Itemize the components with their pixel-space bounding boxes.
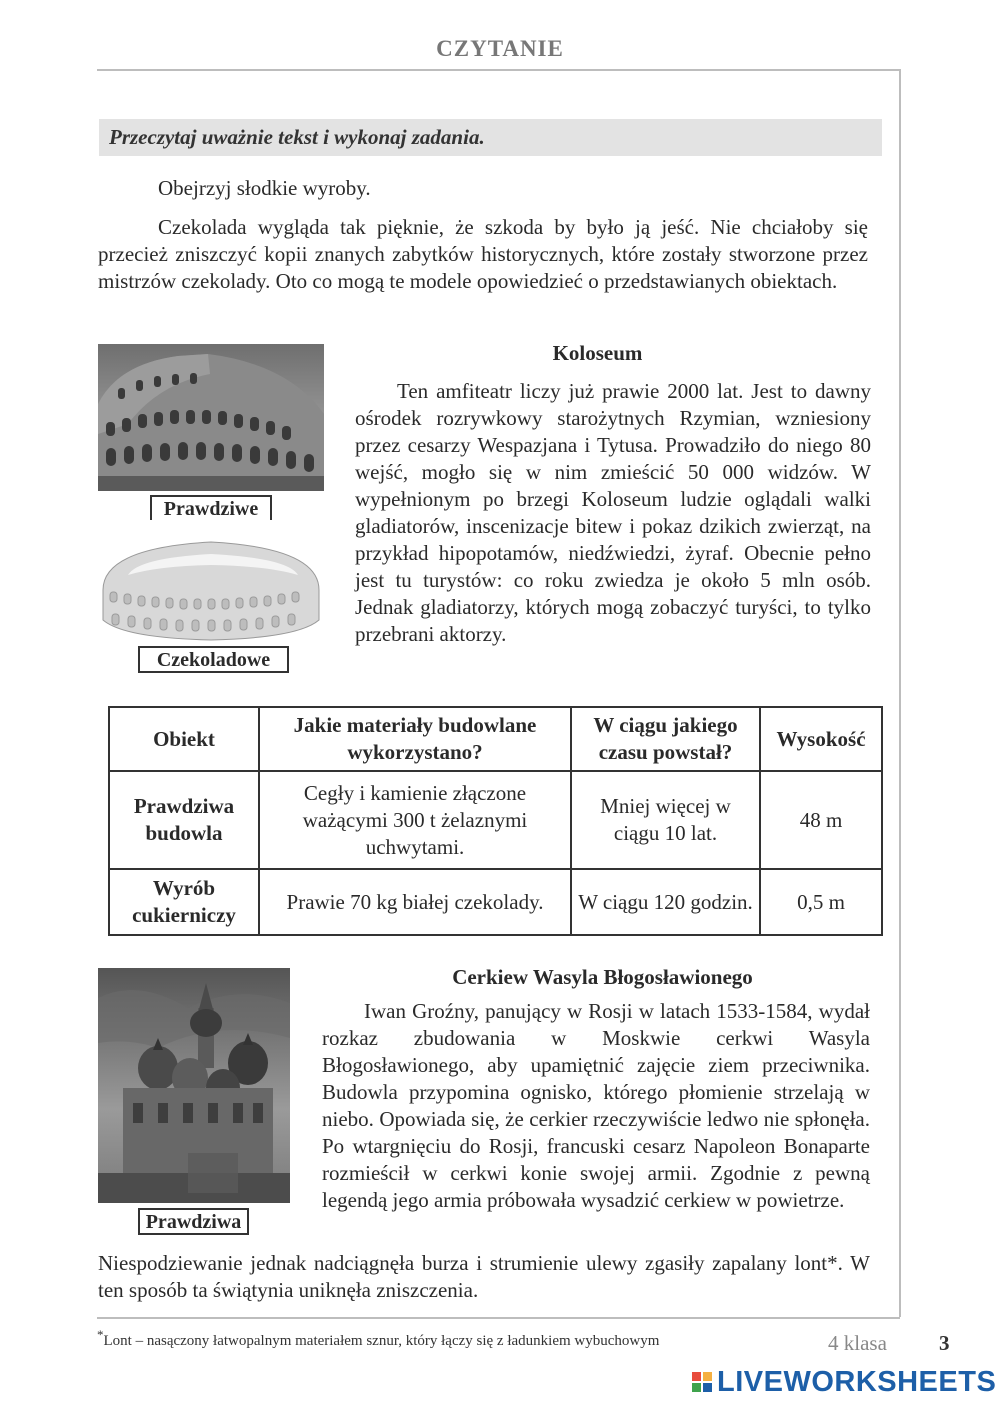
colosseum-chocolate-photo	[98, 520, 324, 645]
frame-top-rule	[97, 69, 900, 71]
colosseum-real-photo	[98, 344, 324, 491]
table-header-cell: Wysokość	[760, 707, 882, 771]
intro-paragraph: Czekolada wygląda tak pięknie, że szkoda by było ją jeść. Nie chciałoby się przecież zniszczyć kopii znanych zabytków historycznych, które zostały stworzone przez mistrzów czekolady. Oto co mogą te modele opowiedzieć o przedstawianych obiektach.	[98, 215, 868, 293]
frame-bottom-rule	[97, 1317, 900, 1319]
intro-line: Obejrzyj słodkie wyroby.	[158, 176, 371, 200]
cathedral-real-photo	[98, 968, 290, 1203]
footnote-mark: *	[97, 1327, 104, 1342]
page-header-title: CZYTANIE	[436, 36, 564, 61]
instruction-bar: Przeczytaj uważnie tekst i wykonaj zadania.	[99, 119, 882, 156]
liveworksheets-logo-icon	[692, 1366, 714, 1400]
table-row-header: Wyrób cukierniczy	[109, 869, 259, 935]
label-chocolate-colosseum: Czekoladowe	[138, 646, 289, 673]
table-cell: Prawie 70 kg białej czekolady.	[259, 869, 571, 935]
cerkiew-text: Iwan Groźny, panujący w Rosji w latach 1533-1584, wydał rozkaz zbudowania w Moskwie cerkwi Wasyla Błogosławionego, aby upamiętnić zajęcie ziem przeciwnika. Budowla przypomina ognisko, którego płomienie strzelają w niebo. Opowiada się, że cerkier rzeczywiście ledwo nie spłonęła. Po wtargnięciu do Rosji, francuski cesarz Napoleon Bonaparte rozmieścił w cerkwi konie swojej armii. Zgodnie z pewną legendą jego armia próbowała wysadzić cerkiew w powietrze.	[322, 999, 870, 1212]
koloseum-text: Ten amfiteatr liczy już prawie 2000 lat. Jest to dawny ośrodek rozrywkowy starożytnych Rzymian, wzniesiony przez cesarzy Wespazjana i Tytusa. Prowadziło do niego 80 wejść, mogło się w nim zmieścić 50 000 widzów. W wypełnionym po brzegi Koloseum ludzie oglądali walki gladiatorów, inscenizacje bitew i pokaz dzikich zwierząt, na przykład hipopotamów, niedźwiedzi, żyraf. Obecnie pełno jest tu turystów: co roku zwiedza je około 5 mln osób. Jednak gladiatorzy, których mogą zobaczyć turyści, to tylko przebrani aktorzy.	[355, 379, 871, 646]
koloseum-title: Koloseum	[552, 341, 643, 365]
page-number: 3	[939, 1331, 950, 1355]
cerkiew-title: Cerkiew Wasyla Błogosławionego	[452, 965, 753, 989]
table-row	[109, 869, 882, 935]
footnote	[97, 1327, 659, 1350]
table-header-row	[109, 707, 882, 771]
footnote-text: Lont – nasączony łatwopalnym materiałem sznur, który łączy się z ładunkiem wybuchowym	[103, 1333, 660, 1349]
table-cell: W ciągu 120 godzin.	[571, 869, 760, 935]
label-real-colosseum: Prawdziwe	[150, 495, 272, 522]
grade-label: 4 klasa	[828, 1331, 887, 1355]
table-cell: Cegły i kamienie złączone ważącymi 300 t żelaznymi uchwytami.	[259, 771, 571, 869]
table-header-cell: Jakie materiały budowlane wykorzystano?	[259, 707, 571, 771]
table-cell: 48 m	[760, 771, 882, 869]
table-cell: Mniej więcej w ciągu 10 lat.	[571, 771, 760, 869]
frame-right-rule	[899, 69, 901, 1317]
label-real-cathedral: Prawdziwa	[138, 1208, 249, 1235]
table-row-header: Prawdziwa budowla	[109, 771, 259, 869]
liveworksheets-brand[interactable]: LIVEWORKSHEETS	[717, 1366, 997, 1398]
table-cell: 0,5 m	[760, 869, 882, 935]
cerkiew-text-continued: Niespodziewanie jednak nadciągnęła burza i strumienie ulewy zgasiły zapalany lont*. W ten sposób ta świątynia uniknęła zniszczenia.	[98, 1251, 870, 1302]
comparison-table	[108, 706, 883, 936]
table-row	[109, 771, 882, 869]
table-header-cell: W ciągu jakiego czasu powstał?	[571, 707, 760, 771]
table-header-cell: Obiekt	[109, 707, 259, 771]
